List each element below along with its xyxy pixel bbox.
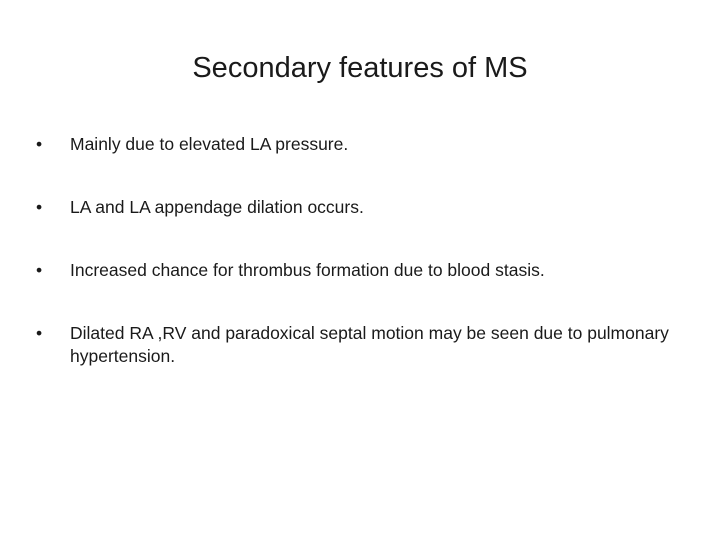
bullet-item [36, 322, 676, 368]
bullet-item [36, 196, 676, 219]
bullet-text: Dilated RA ,RV and paradoxical septal motion may be seen due to pulmonary hypertension. [70, 323, 669, 366]
bullet-dot: • [36, 323, 43, 343]
bullet-dot: • [36, 197, 43, 217]
bullet-text: Increased chance for thrombus formation due to blood stasis. [70, 260, 545, 280]
bullet-item [36, 259, 676, 282]
bullet-item [36, 133, 676, 156]
bullet-text: LA and LA appendage dilation occurs. [70, 197, 364, 217]
bullet-dot: • [36, 134, 43, 154]
slide-title: Secondary features of MS [192, 52, 528, 84]
bullet-text: Mainly due to elevated LA pressure. [70, 134, 349, 154]
bullet-dot: • [36, 260, 43, 280]
